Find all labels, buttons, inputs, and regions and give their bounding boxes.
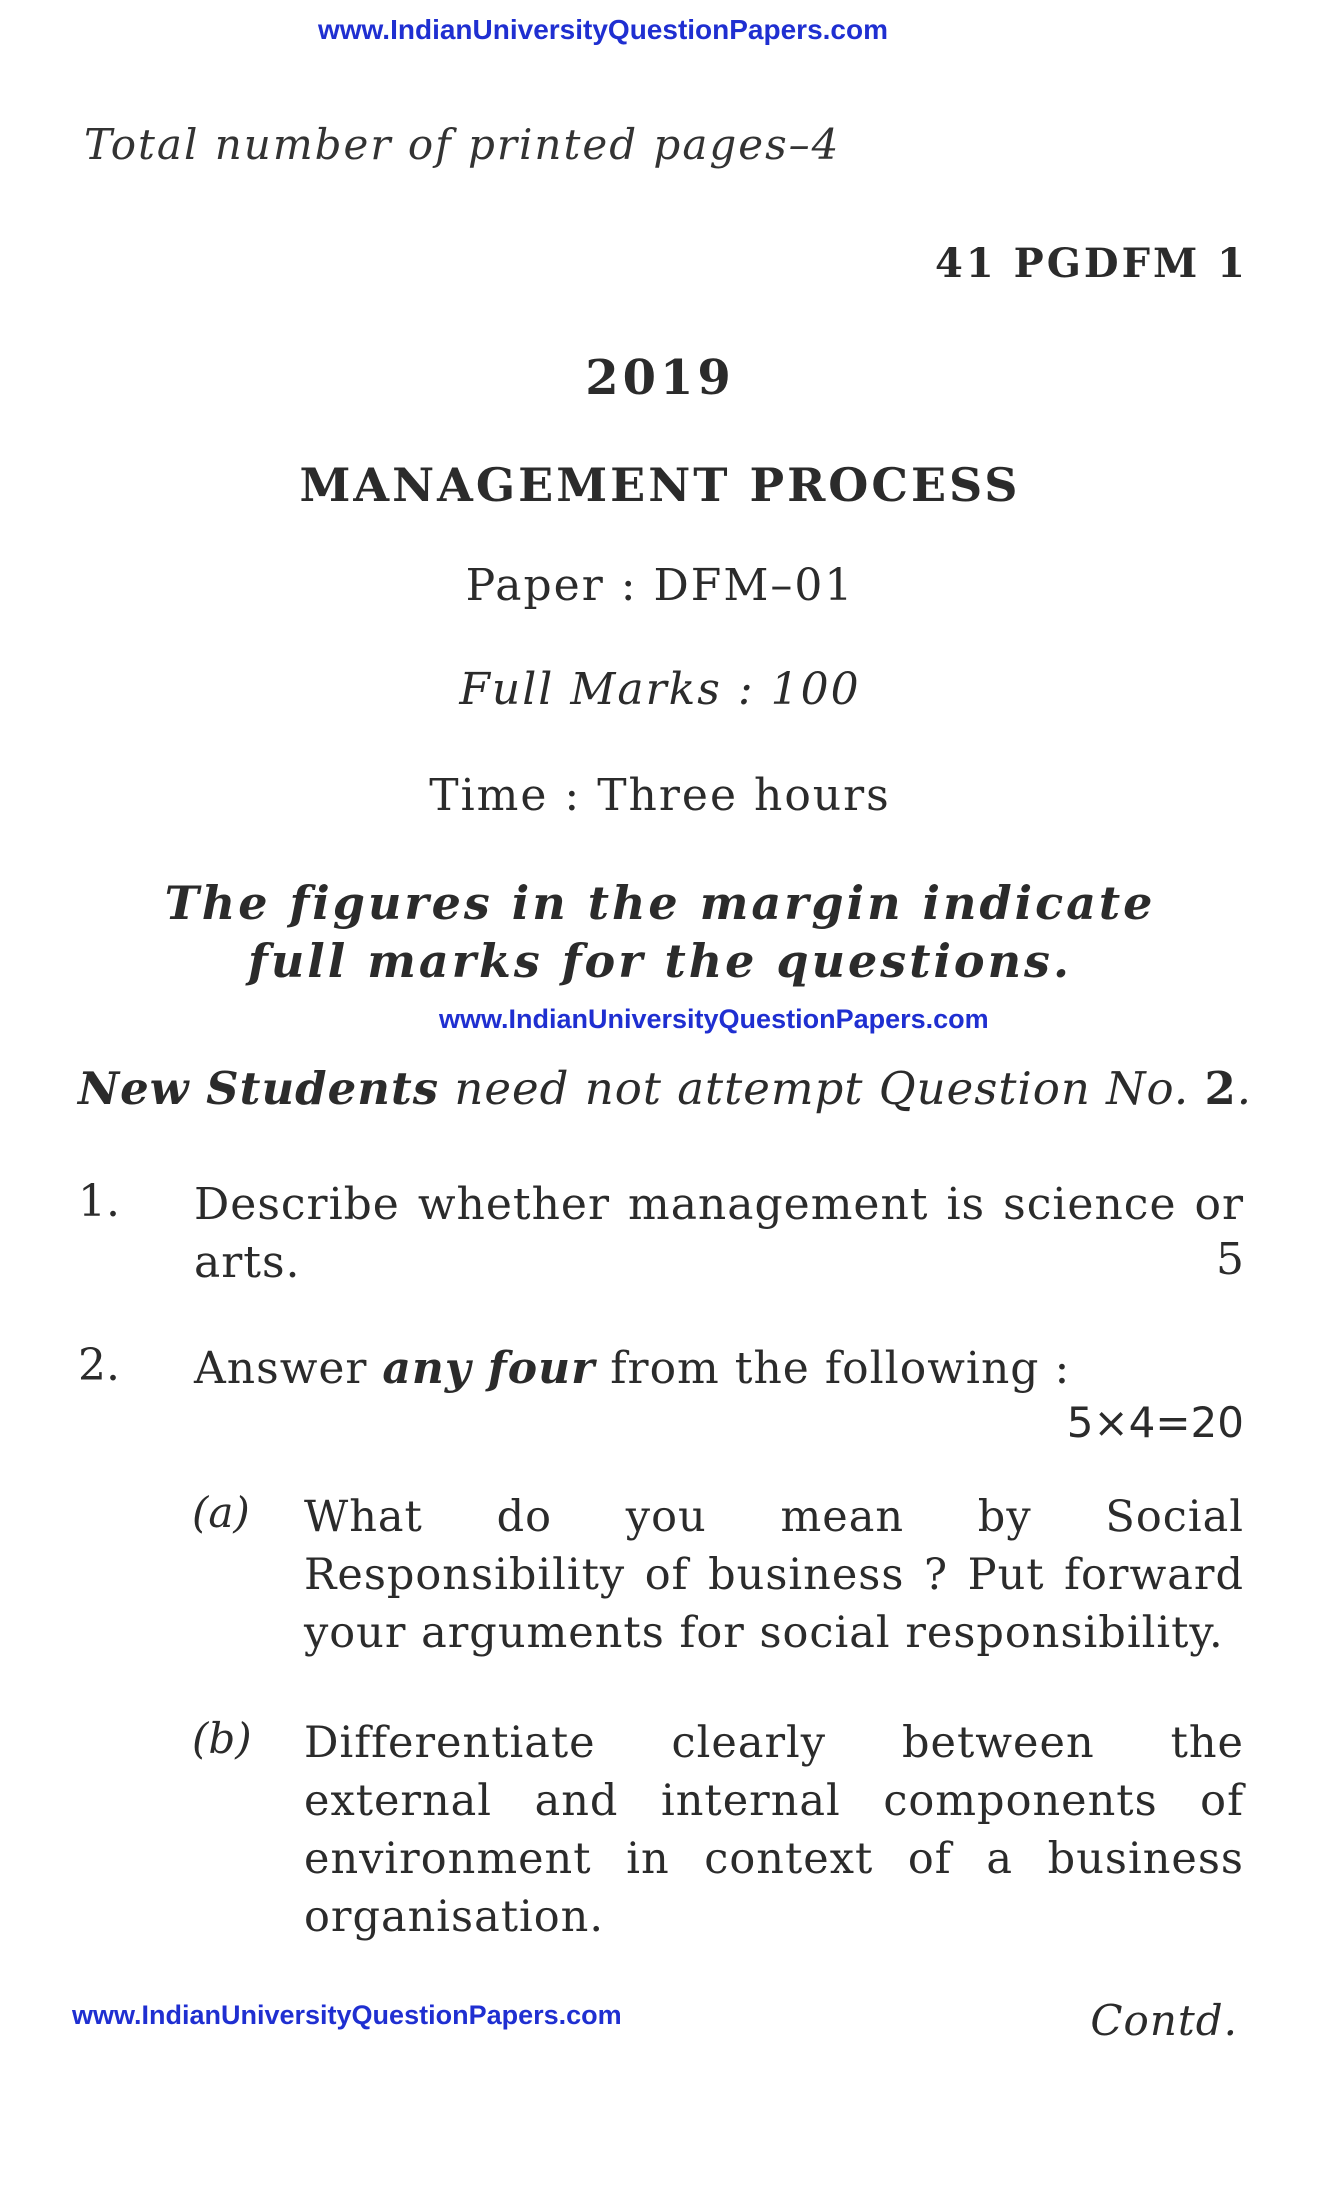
paper-code: 41 PGDFM 1	[935, 240, 1248, 287]
instruction-line-2: full marks for the questions.	[248, 934, 1072, 988]
new-students-qno: 2	[1204, 1062, 1237, 1115]
watermark-top: www.IndianUniversityQuestionPapers.com	[318, 14, 888, 45]
printed-pages-note: Total number of printed pages–4	[84, 120, 841, 169]
question-1-number: 1.	[78, 1176, 120, 1227]
paper-number: Paper : DFM–01	[465, 560, 855, 611]
watermark-bottom: www.IndianUniversityQuestionPapers.com	[72, 2000, 622, 2030]
full-marks: Full Marks : 100	[459, 664, 861, 715]
question-2-text-bold: any four	[382, 1343, 596, 1394]
question-2a-text: What do you mean by Social Responsibility of business ? Put forward your arguments for social responsibility.	[304, 1492, 1244, 1658]
instruction-line-1: The figures in the margin indicate	[164, 876, 1156, 930]
new-students-text: need not attempt Question No.	[439, 1062, 1205, 1115]
new-students-end: .	[1236, 1062, 1253, 1115]
question-2b-label: (b)	[192, 1714, 252, 1763]
continued-note: Contd.	[1090, 1996, 1238, 2045]
new-students-bold: New Students	[78, 1062, 440, 1115]
question-2-text-before: Answer	[194, 1343, 383, 1394]
question-2a-label: (a)	[192, 1488, 250, 1537]
time-allowed: Time : Three hours	[429, 770, 891, 821]
new-students-note	[78, 1062, 1252, 1115]
exam-year: 2019	[585, 350, 735, 406]
watermark-middle: www.IndianUniversityQuestionPapers.com	[439, 1004, 989, 1034]
subject-title: MANAGEMENT PROCESS	[299, 458, 1021, 512]
question-1-marks: 5	[1216, 1234, 1244, 1285]
question-2-text	[194, 1340, 1244, 1398]
question-1-text: Describe whether management is science or arts.	[194, 1179, 1244, 1288]
question-2-number: 2.	[78, 1340, 120, 1391]
question-2b-text: Differentiate clearly between the external and internal components of environment in context of a business organisation.	[304, 1718, 1244, 1942]
question-2-marks: 5×4=20	[1066, 1398, 1244, 1447]
question-2-text-after: from the following :	[595, 1343, 1071, 1394]
